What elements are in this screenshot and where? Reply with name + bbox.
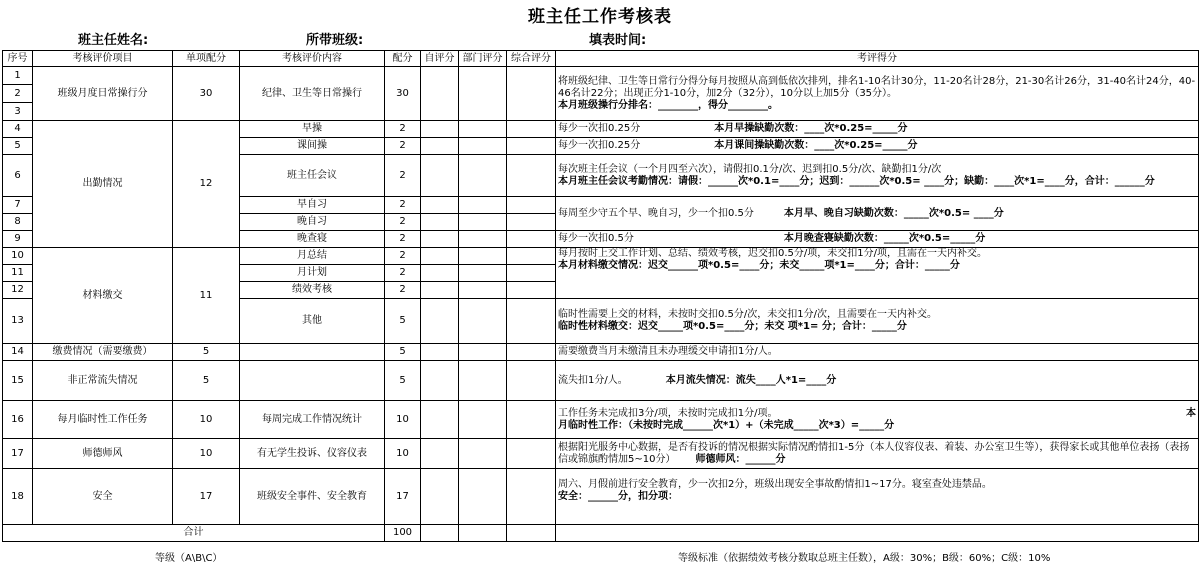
eval-text: 每少一次扣0.5分 bbox=[558, 233, 634, 244]
self-score-cell[interactable] bbox=[421, 197, 459, 214]
total-score-cell[interactable] bbox=[507, 231, 556, 248]
eval-fill-text: 本月班级操行分排名：________，得分________。 bbox=[558, 99, 778, 111]
content-cell: 绩效考核 bbox=[240, 282, 385, 299]
content-cell: 月总结 bbox=[240, 248, 385, 265]
score-cell: 10 bbox=[173, 439, 240, 469]
eval-text: 流失扣1分/人。 bbox=[558, 374, 628, 386]
self-score-cell[interactable] bbox=[421, 401, 459, 439]
eval-cell bbox=[556, 138, 1199, 155]
total-score-cell[interactable] bbox=[507, 344, 556, 361]
eval-cell[interactable] bbox=[556, 525, 1199, 542]
row-number: 5 bbox=[3, 138, 33, 155]
total-score-cell[interactable] bbox=[507, 155, 556, 197]
eval-fill-text: 本月课间操缺勤次数：____次*0.25=_____分 bbox=[714, 140, 918, 151]
header-cell: 考核评价内容 bbox=[240, 51, 385, 67]
header-row bbox=[3, 51, 1199, 67]
self-score-cell[interactable] bbox=[421, 155, 459, 197]
row-number: 11 bbox=[3, 265, 33, 282]
eval-fill-text: 月临时性工作：（未按时完成______次*1）+（未完成_____次*3）=_____分 bbox=[558, 419, 895, 431]
item-cell: 非正常流失情况 bbox=[33, 361, 173, 401]
row-number: 13 bbox=[3, 299, 33, 344]
dept-score-cell[interactable] bbox=[459, 525, 507, 542]
content-cell: 其他 bbox=[240, 299, 385, 344]
table-row bbox=[3, 439, 1199, 469]
self-score-cell[interactable] bbox=[421, 469, 459, 525]
table-row bbox=[3, 121, 1199, 138]
total-score-cell[interactable] bbox=[507, 138, 556, 155]
row-number: 18 bbox=[3, 469, 33, 525]
eval-fill-text: 本月早、晚自习缺勤次数：_____次*0.5= ____分 bbox=[783, 207, 1004, 219]
total-score-cell[interactable] bbox=[507, 361, 556, 401]
table-row bbox=[3, 344, 1199, 361]
content-cell: 班级安全事件、安全教育 bbox=[240, 469, 385, 525]
dept-score-cell[interactable] bbox=[459, 248, 507, 265]
eval-fill-text: 本月晚查寝缺勤次数：_____次*0.5=_____分 bbox=[783, 233, 986, 244]
eval-cell bbox=[556, 401, 1199, 439]
row-number: 14 bbox=[3, 344, 33, 361]
row-number: 15 bbox=[3, 361, 33, 401]
date-label: 填表时间: bbox=[589, 33, 647, 48]
eval-fill-text: 本 bbox=[1186, 407, 1196, 419]
eval-fill-text: 安全：______分，扣分项： bbox=[558, 490, 678, 502]
content-cell: 课间操 bbox=[240, 138, 385, 155]
content-cell: 月计划 bbox=[240, 265, 385, 282]
points-cell: 2 bbox=[385, 121, 421, 138]
total-score-cell[interactable] bbox=[507, 67, 556, 121]
points-cell: 2 bbox=[385, 265, 421, 282]
content-cell: 每周完成工作情况统计 bbox=[240, 401, 385, 439]
eval-text: 周六、月假前进行安全教育，少一次扣2分，班级出现安全事故酌情扣1~17分。寝室查处违禁品。 bbox=[558, 478, 992, 490]
total-row bbox=[3, 525, 1199, 542]
dept-score-cell[interactable] bbox=[459, 197, 507, 214]
content-cell bbox=[240, 344, 385, 361]
eval-cell bbox=[556, 121, 1199, 138]
self-score-cell[interactable] bbox=[421, 439, 459, 469]
eval-fill-text: 本月材料缴交情况：迟交______项*0.5=____分；未交_____项*1=____分；合计：_____分 bbox=[558, 260, 960, 271]
row-number: 3 bbox=[3, 103, 33, 121]
eval-cell: 需要缴费当月未缴清且未办理缓交申请扣1分/人。 bbox=[556, 344, 1199, 361]
eval-fill-text: 师德师风：______分 bbox=[695, 453, 786, 465]
header-cell: 考核评价项目 bbox=[33, 51, 173, 67]
self-score-cell[interactable] bbox=[421, 231, 459, 248]
item-cell: 每月临时性工作任务 bbox=[33, 401, 173, 439]
eval-cell bbox=[556, 361, 1199, 401]
score-cell: 5 bbox=[173, 344, 240, 361]
dept-score-cell[interactable] bbox=[459, 401, 507, 439]
header-cell: 配分 bbox=[385, 51, 421, 67]
eval-text: 每月按时上交工作计划、总结、绩效考核，迟交扣0.5分/项，未交扣1分/项，且需在一天内补交。 bbox=[558, 248, 988, 259]
row-number: 12 bbox=[3, 282, 33, 299]
row-number: 8 bbox=[3, 214, 33, 231]
eval-cell bbox=[556, 299, 1199, 344]
content-cell: 纪律、卫生等日常操行 bbox=[240, 67, 385, 121]
eval-text: 将班级纪律、卫生等日常行分得分每月按照从高到低依次排列，排名1-10名计30分，11-20名计28分，21-30名计26分，31-40名计24分，40-46名计22分；出现正分1-10分，加2分（32分），10分以上加5分（35分）。 bbox=[558, 75, 1196, 99]
eval-cell bbox=[556, 469, 1199, 525]
row-number: 6 bbox=[3, 155, 33, 197]
eval-text: 每少一次扣0.25分 bbox=[558, 140, 641, 151]
dept-score-cell[interactable] bbox=[459, 138, 507, 155]
points-cell: 2 bbox=[385, 138, 421, 155]
total-score-cell[interactable] bbox=[507, 401, 556, 439]
eval-text: 临时性需要上交的材料，未按时交扣0.5分/次，未交扣1分/次，且需要在一天内补交。 bbox=[558, 309, 938, 320]
table-row bbox=[3, 469, 1199, 525]
self-score-cell[interactable] bbox=[421, 282, 459, 299]
points-cell: 2 bbox=[385, 282, 421, 299]
points-cell: 17 bbox=[385, 469, 421, 525]
eval-cell bbox=[556, 197, 1199, 231]
row-number: 4 bbox=[3, 121, 33, 138]
row-number: 2 bbox=[3, 85, 33, 103]
total-score-cell[interactable] bbox=[507, 265, 556, 282]
table-row bbox=[3, 248, 1199, 265]
total-points: 100 bbox=[385, 525, 421, 542]
dept-score-cell[interactable] bbox=[459, 155, 507, 197]
item-cell: 缴费情况（需要缴费） bbox=[33, 344, 173, 361]
content-cell: 早自习 bbox=[240, 197, 385, 214]
content-cell: 晚查寝 bbox=[240, 231, 385, 248]
eval-fill-text: 本月早操缺勤次数：____次*0.25=_____分 bbox=[714, 123, 908, 134]
points-cell: 2 bbox=[385, 248, 421, 265]
item-cell: 安全 bbox=[33, 469, 173, 525]
dept-score-cell[interactable] bbox=[459, 67, 507, 121]
dept-score-cell[interactable] bbox=[459, 265, 507, 282]
header-cell: 部门评分 bbox=[459, 51, 507, 67]
eval-text: 每次班主任会议（一个月四至六次），请假扣0.1分/次、迟到扣0.5分/次、缺勤扣1分/次 bbox=[558, 163, 942, 175]
grade-label: 等级（A\B\C） bbox=[155, 553, 223, 564]
eval-fill-text: 本月流失情况：流失____人*1=____分 bbox=[665, 374, 837, 386]
total-score-cell[interactable] bbox=[507, 197, 556, 214]
row-number: 16 bbox=[3, 401, 33, 439]
eval-line bbox=[558, 408, 1196, 420]
content-cell: 早操 bbox=[240, 121, 385, 138]
points-cell: 10 bbox=[385, 401, 421, 439]
row-number: 10 bbox=[3, 248, 33, 265]
teacher-name-label: 班主任姓名: bbox=[78, 33, 149, 48]
dept-score-cell[interactable] bbox=[459, 344, 507, 361]
row-number: 7 bbox=[3, 197, 33, 214]
score-cell: 17 bbox=[173, 469, 240, 525]
score-cell: 30 bbox=[173, 67, 240, 121]
page-title: 班主任工作考核表 bbox=[528, 7, 672, 27]
table-row bbox=[3, 361, 1199, 401]
eval-cell bbox=[556, 155, 1199, 197]
points-cell: 2 bbox=[385, 231, 421, 248]
eval-text: 根据阳光服务中心数据，是否有投诉的情况根据实际情况酌情扣1-5分（本人仪容仪表、着装、办公室卫生等），获得家长或其他单位表扬（表扬信或锦旗酌情加5~10分） bbox=[558, 441, 1190, 465]
self-score-cell[interactable] bbox=[421, 344, 459, 361]
eval-cell bbox=[556, 67, 1199, 121]
score-cell: 5 bbox=[173, 361, 240, 401]
eval-text: 每周至少守五个早、晚自习，少一个扣0.5分 bbox=[558, 207, 754, 219]
eval-text: 工作任务未完成扣3分/项，未按时完成扣1分/项。 bbox=[558, 407, 778, 419]
item-cell: 师德师风 bbox=[33, 439, 173, 469]
header-cell: 综合评分 bbox=[507, 51, 556, 67]
total-score-cell[interactable] bbox=[507, 299, 556, 344]
content-cell: 有无学生投诉、仪容仪表 bbox=[240, 439, 385, 469]
self-score-cell[interactable] bbox=[421, 138, 459, 155]
total-score-cell[interactable] bbox=[507, 248, 556, 265]
row-number: 17 bbox=[3, 439, 33, 469]
content-cell: 晚自习 bbox=[240, 214, 385, 231]
row-number: 1 bbox=[3, 67, 33, 85]
eval-text: 每少一次扣0.25分 bbox=[558, 123, 641, 134]
header-cell: 序号 bbox=[3, 51, 33, 67]
points-cell: 2 bbox=[385, 155, 421, 197]
dept-score-cell[interactable] bbox=[459, 439, 507, 469]
self-score-cell[interactable] bbox=[421, 361, 459, 401]
content-cell bbox=[240, 361, 385, 401]
dept-score-cell[interactable] bbox=[459, 282, 507, 299]
item-cell: 材料缴交 bbox=[33, 248, 173, 344]
dept-score-cell[interactable] bbox=[459, 299, 507, 344]
dept-score-cell[interactable] bbox=[459, 469, 507, 525]
content-cell: 班主任会议 bbox=[240, 155, 385, 197]
item-cell: 出勤情况 bbox=[33, 121, 173, 248]
header-cell: 考评得分 bbox=[556, 51, 1199, 67]
total-score-cell[interactable] bbox=[507, 121, 556, 138]
points-cell: 10 bbox=[385, 439, 421, 469]
points-cell: 2 bbox=[385, 197, 421, 214]
class-label: 所带班级: bbox=[306, 33, 364, 48]
score-cell: 11 bbox=[173, 248, 240, 344]
dept-score-cell[interactable] bbox=[459, 121, 507, 138]
points-cell: 5 bbox=[385, 344, 421, 361]
self-score-cell[interactable] bbox=[421, 121, 459, 138]
total-score-cell[interactable] bbox=[507, 525, 556, 542]
table-row bbox=[3, 401, 1199, 439]
table-row bbox=[3, 67, 1199, 85]
self-score-cell[interactable] bbox=[421, 248, 459, 265]
self-score-cell[interactable] bbox=[421, 214, 459, 231]
eval-cell bbox=[556, 231, 1199, 248]
points-cell: 2 bbox=[385, 214, 421, 231]
self-score-cell[interactable] bbox=[421, 67, 459, 121]
total-score-cell[interactable] bbox=[507, 469, 556, 525]
dept-score-cell[interactable] bbox=[459, 231, 507, 248]
evaluation-table bbox=[2, 50, 1199, 542]
eval-cell bbox=[556, 248, 1199, 299]
eval-fill-text: 临时性材料缴交：迟交_____项*0.5=____分；未交 项*1= 分；合计：_____分 bbox=[558, 321, 907, 332]
total-score-cell[interactable] bbox=[507, 439, 556, 469]
total-score-cell[interactable] bbox=[507, 214, 556, 231]
total-label: 合计 bbox=[3, 525, 385, 542]
item-cell: 班级月度日常操行分 bbox=[33, 67, 173, 121]
points-cell: 30 bbox=[385, 67, 421, 121]
self-score-cell[interactable] bbox=[421, 299, 459, 344]
header-cell: 自评分 bbox=[421, 51, 459, 67]
dept-score-cell[interactable] bbox=[459, 214, 507, 231]
eval-cell bbox=[556, 439, 1199, 469]
row-number: 9 bbox=[3, 231, 33, 248]
self-score-cell[interactable] bbox=[421, 265, 459, 282]
points-cell: 5 bbox=[385, 299, 421, 344]
total-score-cell[interactable] bbox=[507, 282, 556, 299]
eval-fill-text: 本月班主任会议考勤情况：请假：______次*0.1=____分；迟到：______次*0.5= ____分；缺勤：____次*1=____分，合计：______分 bbox=[558, 175, 1155, 187]
dept-score-cell[interactable] bbox=[459, 361, 507, 401]
self-score-cell[interactable] bbox=[421, 525, 459, 542]
score-cell: 10 bbox=[173, 401, 240, 439]
points-cell: 5 bbox=[385, 361, 421, 401]
header-cell: 单项配分 bbox=[173, 51, 240, 67]
score-cell: 12 bbox=[173, 121, 240, 248]
grade-standard: 等级标准（依据绩效考核分数取总班主任数），A级：30%；B级：60%；C级：10% bbox=[678, 553, 1051, 564]
